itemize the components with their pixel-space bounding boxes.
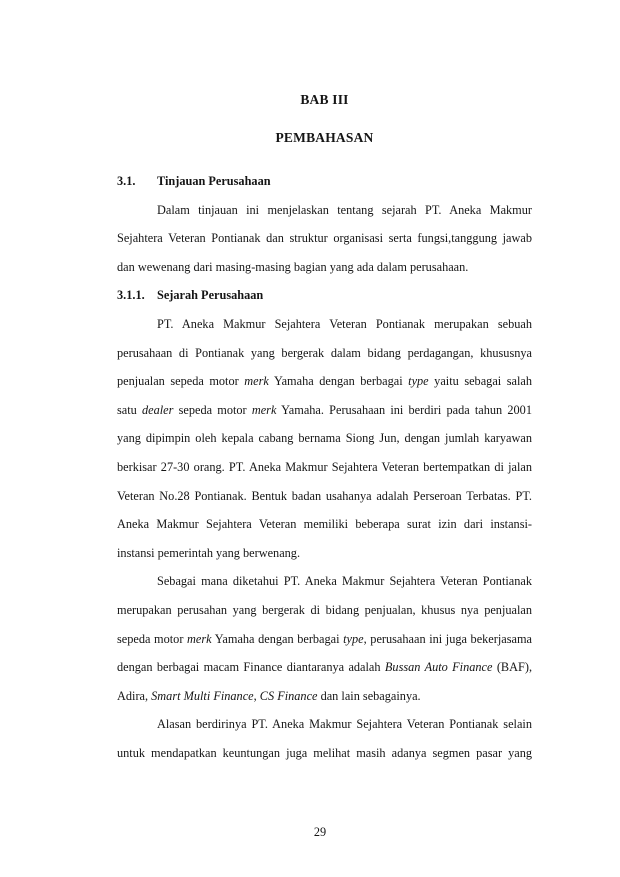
paragraph-line: berkisar 27-30 orang. PT. Aneka Makmur Sejahtera Veteran bertempatkan di jalan — [117, 459, 532, 474]
paragraph — [117, 310, 532, 567]
text-segment: dengan berbagai macam Finance diantaranya adalah — [117, 660, 385, 675]
section-title: Sejarah Perusahaan — [157, 288, 264, 303]
paragraph-line: Aneka Makmur Sejahtera Veteran memiliki beberapa surat izin dari instansi- — [117, 517, 532, 532]
paragraph-line: Alasan berdirinya PT. Aneka Makmur Sejahtera Veteran Pontianak selain — [157, 717, 532, 732]
italic-term: merk — [244, 374, 269, 389]
paragraph-line — [117, 367, 532, 396]
paragraph-line: Veteran No.28 Pontianak. Bentuk badan usahanya adalah Perseroan Terbatas. PT. — [117, 488, 532, 503]
paragraph-line: instansi pemerintah yang berwenang. — [117, 545, 301, 560]
paragraph-line: Sebagai mana diketahui PT. Aneka Makmur Sejahtera Veteran Pontianak — [157, 574, 532, 589]
text-segment: dan lain sebagainya. — [317, 688, 421, 703]
italic-term: dealer — [142, 402, 174, 417]
body-text — [117, 167, 532, 767]
text-segment: sepeda motor — [173, 402, 252, 417]
text-segment: , perusahaan ini juga bekerjasama — [363, 631, 532, 646]
text-segment: penjualan sepeda motor — [117, 374, 245, 389]
italic-term: type — [408, 374, 429, 389]
italic-term: Smart Multi Finance — [151, 688, 254, 703]
section-title: Tinjauan Perusahaan — [157, 174, 271, 188]
text-segment: Yamaha dengan berbagai — [268, 374, 409, 389]
page-number: 29 — [313, 825, 327, 839]
paragraph — [117, 567, 532, 710]
italic-term: merk — [187, 631, 212, 646]
paragraph-line: merupakan perusahan yang bergerak di bidang penjualan, khusus nya penjualan — [117, 602, 532, 617]
chapter-title: PEMBAHASAN — [275, 130, 374, 145]
paragraph-line — [117, 396, 532, 425]
text-segment: Adira, — [117, 688, 152, 703]
italic-term: Bussan Auto Finance — [384, 660, 493, 675]
text-segment: satu — [117, 402, 142, 417]
paragraph — [117, 196, 532, 282]
paragraph-line — [117, 682, 532, 711]
text-segment: (BAF), — [492, 660, 533, 675]
paragraph-line: Sejahtera Veteran Pontianak dan struktur organisasi serta fungsi,tanggung jawab — [117, 231, 532, 246]
text-segment: yaitu sebagai salah — [428, 374, 532, 389]
paragraph-line: PT. Aneka Makmur Sejahtera Veteran Pontianak merupakan sebuah — [157, 316, 532, 331]
paragraph-line: untuk mendapatkan keuntungan juga melihat masih adanya segmen pasar yang — [117, 745, 532, 760]
paragraph-line: perusahaan di Pontianak yang bergerak dalam bidang perdagangan, khususnya — [117, 345, 532, 360]
italic-term: merk — [251, 402, 277, 417]
paragraph-line: yang dipimpin oleh kepala cabang bernama Siong Jun, dengan jumlah karyawan — [117, 431, 532, 446]
text-segment: Yamaha dengan berbagai — [211, 631, 344, 646]
paragraph-line — [117, 653, 532, 682]
section-number: 3.1. — [117, 174, 136, 188]
section-heading-3-1-1 — [117, 281, 532, 310]
paragraph — [117, 710, 532, 767]
text-segment: Yamaha. Perusahaan ini berdiri pada tahun 2001 — [276, 402, 532, 417]
text-segment: , — [253, 688, 260, 703]
chapter-label: BAB III — [300, 92, 349, 107]
paragraph-line: dan wewenang dari masing-masing bagian yang ada dalam perusahaan. — [117, 259, 469, 274]
section-heading-3-1 — [117, 167, 532, 196]
section-number: 3.1.1. — [117, 288, 145, 303]
italic-term: CS Finance — [259, 688, 318, 703]
italic-term: type — [343, 631, 364, 646]
paragraph-line: Dalam tinjauan ini menjelaskan tentang sejarah PT. Aneka Makmur — [157, 202, 532, 217]
paragraph-line — [117, 625, 532, 654]
text-segment: sepeda motor — [117, 631, 188, 646]
